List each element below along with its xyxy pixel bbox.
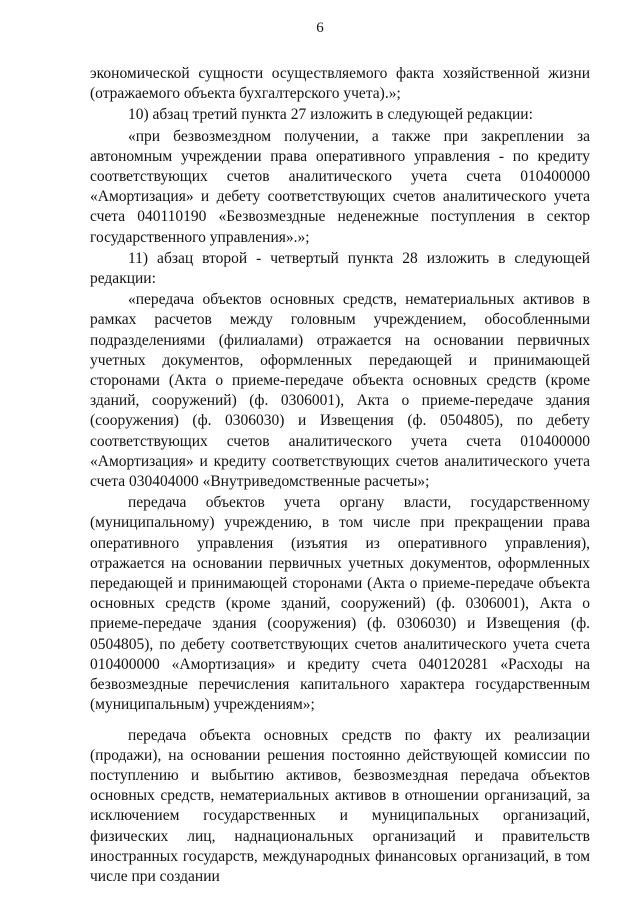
paragraph-continuation: экономической сущности осуществляемого факта хозяйственной жизни (отражаемого объекта бухгалтерского учета).»; [90,65,590,103]
page-number: 6 [316,20,324,36]
paragraph-item-11: 11) абзац второй - четвертый пункта 28 изложить в следующей редакции: [90,249,590,288]
document-body [90,64,590,887]
paragraph-quote-28-transfer: «передача объектов основных средств, нематериальных активов в рамках расчетов между головным учреждением, обособленными подразделениями (филиалами) отражается на основании первичных учетных документов, оформленных передающей и принимающей сторонами (Акта о приеме-передаче объекта основных средств (кроме зданий, сооружений) (ф. 0306001), Акта о приеме-передаче здания (сооружения) (ф. 0306030) и Извещения (ф. 0504805), по дебету соответствующих счетов аналитического учета счета 010400000 «Амортизация» и кредиту соответствующих счетов аналитического учета счета 030404000 «Внутриведомственные расчеты»; [90,291,590,491]
paragraph-item-10: 10) абзац третий пункта 27 изложить в следующей редакции: [128,106,533,124]
paragraph-quote-27: «при безвозмездном получении, а также при закреплении за автономным учреждении права оперативного управления - по кредиту соответствующих счетов аналитического учета счета 010400000 «Амортизация» и дебету соответствующих счетов аналитического учета счета 040110190 «Безвозмездные неденежные поступления в сектор государственного управления».»; [90,127,590,246]
paragraph-transfer-sale: передача объекта основных средств по факту их реализации (продажи), на основании решения постоянно действующей комиссии по поступлению и выбытию активов, безвозмездная передача объектов основных средств, нематериальных активов в отношении организаций, за исключением государственных и муниципальных организаций, физических лиц, наднациональных организаций и правительств иностранных государств, международных финансовых организаций, в том числе при создании [90,726,590,885]
paragraph-transfer-to-authority: передача объектов учета органу власти, государственному (муниципальному) учреждению, в том числе при прекращении права оперативного управления (изъятия из оперативного управления), отражается на основании первичных учетных документов, оформленных передающей и принимающей сторонами (Акта о приеме-передаче объекта основных средств (кроме зданий, сооружений) (ф. 0306001), Акта о приеме-передаче здания (сооружения) (ф. 0306030) и Извещения (ф. 0504805), по дебету соответствующих счетов аналитического учета счета 010400000 «Амортизация» и кредиту счета 040120281 «Расходы на безвозмездные перечисления капитального характера государственным (муниципальным) учреждениям»; [90,494,590,714]
